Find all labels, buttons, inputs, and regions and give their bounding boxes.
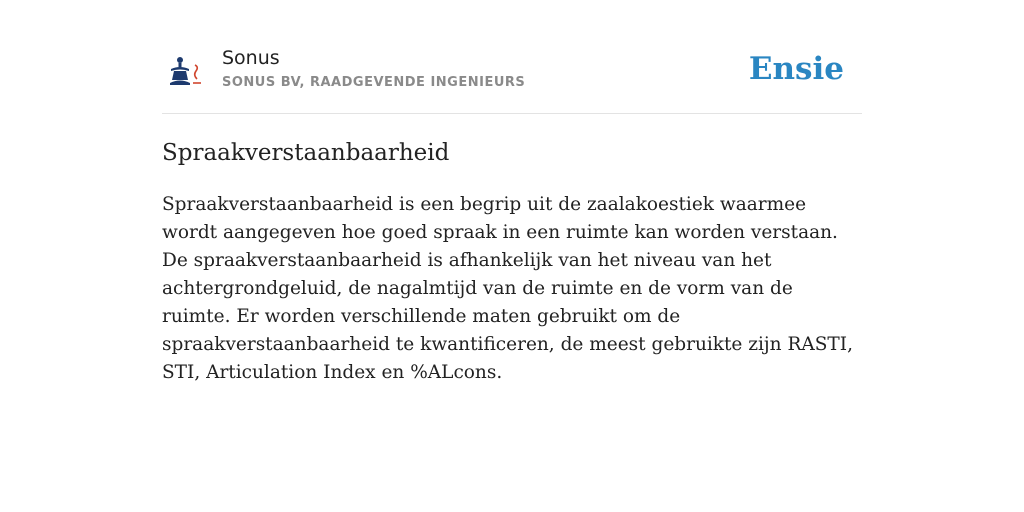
sonus-logo-icon[interactable] (168, 56, 204, 86)
org-name[interactable]: Sonus (222, 47, 280, 69)
ensie-brand-link[interactable]: Ensie (748, 51, 844, 87)
definition-card (162, 40, 862, 387)
definition-text: Spraakverstaanbaarheid is een begrip uit de zaalakoestiek waarmee wordt aangegeven hoe goed spraak in een ruimte kan worden verstaan. De spraakverstaanbaarheid is afhankelijk van het niveau van het achtergrondgeluid, de nagalmtijd van de ruimte en de vorm van de ruimte. Er worden verschillende maten gebruikt om de spraakverstaanbaarheid te kwantificeren, de meest gebruikte zijn RASTI, STI, Articulation Index en %ALcons. (162, 194, 853, 383)
org-subtitle: SONUS BV, RAADGEVENDE INGENIEURS (222, 75, 526, 90)
page-title: Spraakverstaanbaarheid (162, 140, 450, 166)
card-header (162, 40, 862, 114)
